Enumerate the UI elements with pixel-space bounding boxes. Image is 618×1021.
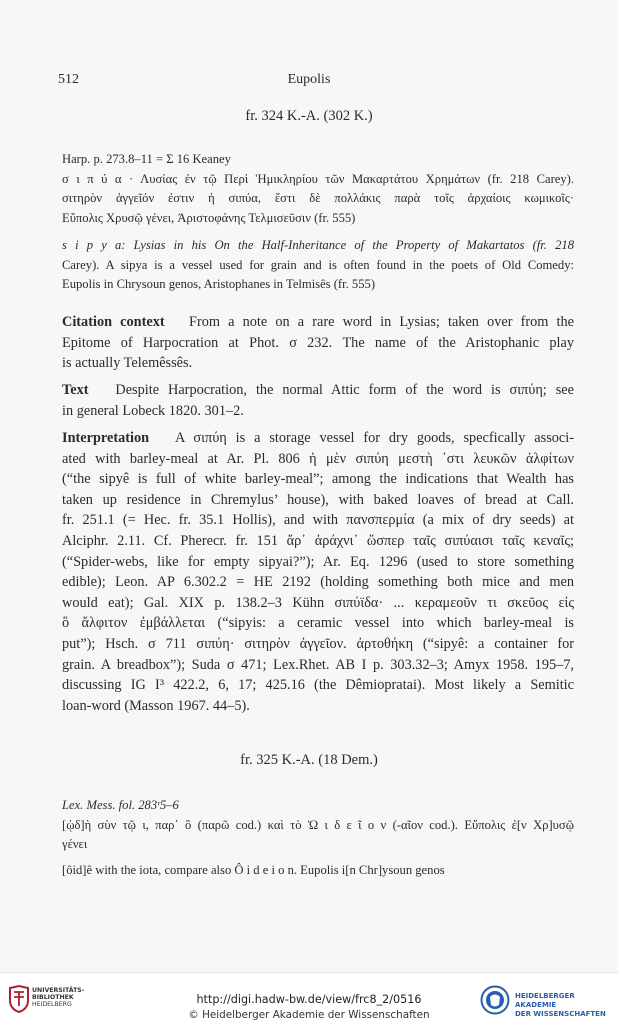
interpretation-heading: Interpretation xyxy=(62,430,150,446)
citation-context-heading: Citation context xyxy=(62,314,165,330)
fragment-325-source: Lex. Mess. fol. 283ʳ5–6 xyxy=(62,798,179,812)
fragment-324-translation-line: Eupolis in Chrysoun genos, Aristophanes in Telmisês (fr. 555) xyxy=(62,277,376,291)
interpretation-line: taken up residence in Chremylus’ house), with baked loaves of bread at Call. xyxy=(62,491,574,508)
fragment-325-greek-line: γένει xyxy=(62,837,88,851)
interpretation-line: ated with barley-meal at Ar. Pl. 806 ἡ μὲν σιπύη μεστὴ ᾽στι λευκῶν ἀλφίτων xyxy=(62,450,574,467)
fragment-325-greek-line: [ᾠδ]ὴ σὺν τῷ ι, παρ᾽ ὃ (παρῶ cod.) καὶ τὸ Ὠ ι δ ε ῖ ο ν (-αῖον cod.). Εὔπολις ἐ[ν Χρ]υσῷ xyxy=(62,817,574,832)
interpretation-line: grain. A breadbox”); Suda σ 471; Lex.Rhet. AB I p. 303.32–3; Amyx 1958. 195–7, xyxy=(62,656,574,673)
text-line: Despite Harpocration, the normal Attic form of the word is σιπύη; see xyxy=(115,382,574,398)
permalink-url[interactable]: http://digi.hadw-bw.de/view/frc8_2/0516 xyxy=(196,993,422,1006)
fragment-324-apparatus xyxy=(62,150,574,295)
interpretation-line: A σιπύη is a storage vessel for dry goods, specfically associ- xyxy=(175,430,575,446)
fragment-324-translation-line: s i p y a: Lysias in his On the Half-Inheritance of the Property of Makartatos (fr. 218 xyxy=(62,238,574,252)
citation-context-line: is actually Telemêssês. xyxy=(62,355,193,372)
citation-context-line: Epitome of Harpocration at Phot. σ 232. The name of the Aristophanic play xyxy=(62,334,574,351)
fragment-324-greek-line: σ ι π ύ α · Λυσίας ἐν τῷ Περὶ Ἡμικληρίου τῶν Μακαρτάτου Χρημάτων (fr. 218 Carey). xyxy=(62,171,574,186)
fragment-324-source: Harp. p. 273.8–11 = Σ 16 Keaney xyxy=(62,152,231,166)
fragment-324-translation-line: Carey). A sipya is a vessel used for grain and is often found in the poets of Old Comedy: xyxy=(62,257,574,272)
running-title: Eupolis xyxy=(287,72,331,87)
interpretation-line: ὃ ἄλφιτον ἐμβάλλεται (“sipyis: a ceramic vessel into which barley-meal is xyxy=(62,615,574,632)
interpretation-line: Alciphr. 2.11. Cf. Pherecr. fr. 151 ἄρ᾽ ἀράχνι᾽ ὥσπερ ταῖς σιπύαισι ταῖς κεναῖς; xyxy=(62,532,574,549)
interpretation-line: fr. 251.1 (= Hec. fr. 35.1 Hollis), and with πανσπερμία (a mix of dry seeds) at xyxy=(62,512,574,529)
citation-context-line: From a note on a rare word in Lysias; taken over from the xyxy=(189,314,574,330)
text-line: in general Lobeck 1820. 301–2. xyxy=(62,402,244,419)
academy-seal-icon xyxy=(480,985,510,1015)
interpretation-line: (“the sipyê is full of white barley-meal”; among the indications that Wealth has xyxy=(62,471,574,488)
text-section xyxy=(62,380,574,421)
fragment-324-greek-line: σιτηρὸν ἀγγεῖόν ἐστιν ἡ σιπύα, ἔστι δὲ πολλάκις παρὰ τοῖς ἀρχαίοις κωμικοῖς· xyxy=(62,191,574,205)
interpretation-line: edible); Leon. AP 6.302.2 = HE 2192 (holding something both mice and men xyxy=(62,574,574,591)
fragment-325-apparatus xyxy=(62,796,574,880)
interpretation-line: discussing IG I³ 422.2, 6, 17; 425.16 (the Dêmiopratai). Most likely a Semitic xyxy=(62,677,574,694)
fragment-325-title: fr. 325 K.-A. (18 Dem.) xyxy=(240,752,378,768)
interpretation-line: put”); Hsch. σ 711 σιπύη· σιτηρὸν ἀγγεῖον. ἀρτοθήκη (“sipyê: a container for xyxy=(62,635,574,652)
copyright-notice: © Heidelberger Akademie der Wissenschaften xyxy=(188,1009,430,1021)
interpretation-line: loan-word (Masson 1967. 44–5). xyxy=(62,697,250,714)
interpretation-line: would eat); Gal. XIX p. 138.2–3 Kühn σιπύϊδα· ... κεραμεοῦν τι σκεῦος εἰς xyxy=(62,594,574,611)
text-heading: Text xyxy=(62,382,89,398)
interpretation-section xyxy=(62,428,574,716)
page-number: 512 xyxy=(58,72,79,87)
fragment-324-title: fr. 324 K.-A. (302 K.) xyxy=(245,108,373,124)
fragment-325-translation: [ôid]ê with the iota, compare also Ô i d e i o n. Eupolis i[n Chr]ysoun genos xyxy=(62,862,445,877)
fragment-324-greek-line: Εὔπολις Χρυσῷ γένει, Ἀριστοφάνης Τελμισεῦσιν (fr. 555) xyxy=(62,210,356,225)
interpretation-line: (“Spider-webs, like for empty sipyai?”); Ar. Eq. 1296 (used to store something xyxy=(62,553,574,570)
citation-context-section xyxy=(62,312,574,374)
academy-logo-text: HEIDELBERGER AKADEMIE DER WISSENSCHAFTEN xyxy=(515,992,606,1018)
library-logo-text: UNIVERSITÄTS- BIBLIOTHEK HEIDELBERG xyxy=(32,987,85,1009)
